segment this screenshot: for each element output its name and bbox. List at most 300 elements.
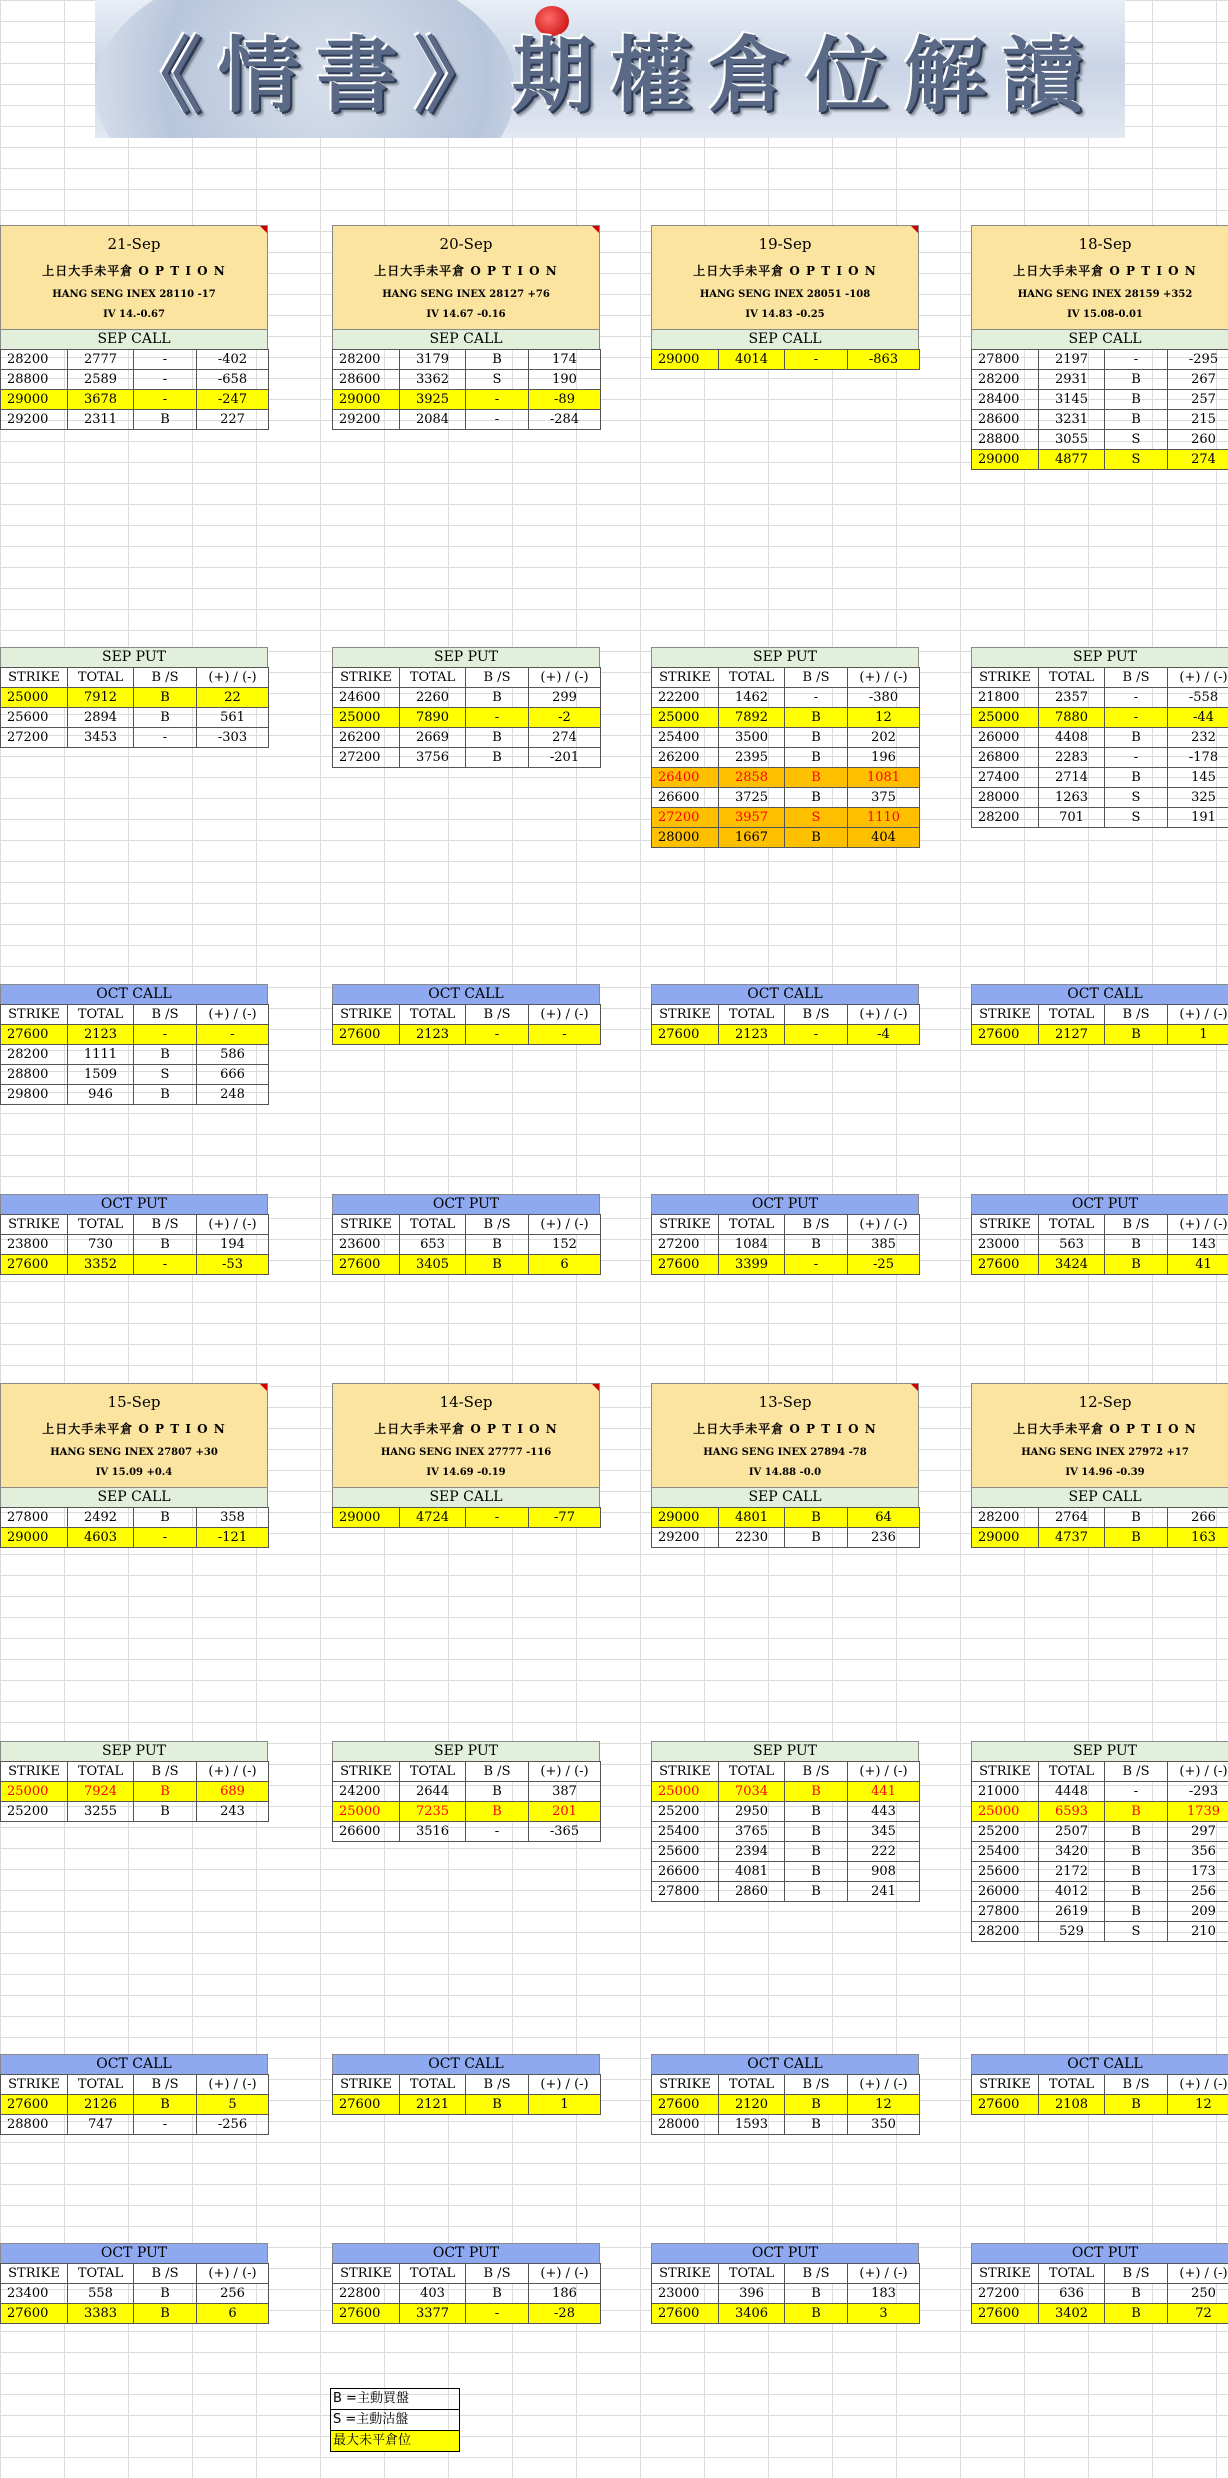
strike-cell: 27200 [333, 748, 400, 768]
total-cell: 2084 [400, 410, 466, 430]
change-cell: 266 [1168, 1508, 1228, 1528]
column-header: (+) / (-) [197, 1005, 269, 1025]
total-cell: 4014 [719, 350, 785, 370]
table-row [972, 1508, 1228, 1528]
total-cell: 7924 [68, 1782, 134, 1802]
bs-cell: - [134, 370, 197, 390]
bs-cell: B [134, 2304, 197, 2324]
bs-cell: B [785, 1862, 848, 1882]
change-cell: 190 [529, 370, 601, 390]
table-row [972, 2284, 1228, 2304]
strike-cell: 28400 [972, 390, 1039, 410]
table-row [333, 748, 601, 768]
column-header: TOTAL [68, 668, 134, 688]
total-cell: 2395 [719, 748, 785, 768]
column-header: STRIKE [1, 2075, 68, 2095]
bs-cell: B [785, 1822, 848, 1842]
column-header: (+) / (-) [1168, 1762, 1228, 1782]
total-cell: 3678 [68, 390, 134, 410]
strike-cell: 25200 [972, 1822, 1039, 1842]
bs-cell: - [785, 1025, 848, 1045]
column-header: TOTAL [68, 2075, 134, 2095]
strike-cell: 29800 [1, 1085, 68, 1105]
bs-cell: - [785, 688, 848, 708]
total-cell: 3765 [719, 1822, 785, 1842]
column-header: (+) / (-) [197, 2075, 269, 2095]
column-header: STRIKE [972, 1005, 1039, 1025]
bs-cell: - [466, 1508, 529, 1528]
total-cell: 4012 [1039, 1882, 1105, 1902]
sep-call-table [971, 1507, 1228, 1548]
table-row [652, 1528, 920, 1548]
total-cell: 3406 [719, 2304, 785, 2324]
column-header: TOTAL [719, 2264, 785, 2284]
table-row [972, 788, 1228, 808]
column-header: STRIKE [333, 1005, 400, 1025]
bs-cell: B [134, 1045, 197, 1065]
table-row [652, 1882, 920, 1902]
column-header: STRIKE [652, 1005, 719, 1025]
bs-cell: B [1105, 410, 1168, 430]
total-cell: 2283 [1039, 748, 1105, 768]
change-cell: -380 [848, 688, 920, 708]
bs-cell: - [466, 1025, 529, 1045]
total-cell: 563 [1039, 1235, 1105, 1255]
total-cell: 2230 [719, 1528, 785, 1548]
total-cell: 2123 [719, 1025, 785, 1045]
change-cell: 250 [1168, 2284, 1228, 2304]
table-row [652, 1822, 920, 1842]
column-header: (+) / (-) [197, 1215, 269, 1235]
column-header: B /S [1105, 1215, 1168, 1235]
bs-cell: S [1105, 1922, 1168, 1942]
total-cell: 3516 [400, 1822, 466, 1842]
bs-cell: B [785, 708, 848, 728]
oct-call-title: OCT CALL [971, 984, 1228, 1004]
change-cell: 1 [529, 2095, 601, 2115]
total-cell: 2123 [68, 1025, 134, 1045]
total-cell: 653 [400, 1235, 466, 1255]
strike-cell: 27600 [972, 2095, 1039, 2115]
table-row [333, 370, 601, 390]
total-cell: 2260 [400, 688, 466, 708]
strike-cell: 22800 [333, 2284, 400, 2304]
change-cell: 210 [1168, 1922, 1228, 1942]
total-cell: 3925 [400, 390, 466, 410]
table-row [652, 828, 920, 848]
column-header: STRIKE [652, 2075, 719, 2095]
table-row [333, 390, 601, 410]
total-cell: 2121 [400, 2095, 466, 2115]
bs-cell: B [785, 1508, 848, 1528]
day-block [651, 225, 919, 370]
bs-cell: - [134, 350, 197, 370]
total-cell: 3231 [1039, 410, 1105, 430]
strike-cell: 25200 [652, 1802, 719, 1822]
table-row [333, 1235, 601, 1255]
table-row [333, 1802, 601, 1822]
table-row [652, 1782, 920, 1802]
oct-put-title: OCT PUT [651, 2243, 919, 2263]
table-row [652, 728, 920, 748]
table-row [652, 350, 920, 370]
option-label: 上日大手未平倉 O P T I O N [1013, 1422, 1197, 1437]
option-label: 上日大手未平倉 O P T I O N [42, 1422, 226, 1437]
strike-cell: 27600 [333, 1025, 400, 1045]
oct-put-table [651, 2263, 920, 2324]
column-header: TOTAL [1039, 2075, 1105, 2095]
column-header: (+) / (-) [1168, 2264, 1228, 2284]
table-row [972, 410, 1228, 430]
strike-cell: 27600 [333, 1255, 400, 1275]
bs-cell: B [785, 748, 848, 768]
table-row [972, 808, 1228, 828]
bs-cell: B [466, 1255, 529, 1275]
strike-cell: 29000 [1, 390, 68, 410]
day-header [332, 1383, 600, 1488]
column-header: B /S [466, 668, 529, 688]
change-cell: 5 [197, 2095, 269, 2115]
change-cell: 12 [848, 708, 920, 728]
change-cell: -658 [197, 370, 269, 390]
sep-put-title: SEP PUT [332, 1741, 600, 1761]
table-row [972, 1235, 1228, 1255]
total-cell: 2714 [1039, 768, 1105, 788]
table-row [652, 1255, 920, 1275]
table-row [1, 1255, 269, 1275]
strike-cell: 28000 [652, 2115, 719, 2135]
column-header: (+) / (-) [197, 2264, 269, 2284]
table-row [652, 1025, 920, 1045]
bs-cell: - [1105, 1782, 1168, 1802]
change-cell: 666 [197, 1065, 269, 1085]
total-cell: 4408 [1039, 728, 1105, 748]
strike-cell: 26000 [972, 728, 1039, 748]
table-row [972, 1842, 1228, 1862]
total-cell: 636 [1039, 2284, 1105, 2304]
table-row [972, 390, 1228, 410]
total-cell: 3362 [400, 370, 466, 390]
bs-cell: - [134, 728, 197, 748]
strike-cell: 27600 [652, 2304, 719, 2324]
oct-put-title: OCT PUT [971, 2243, 1228, 2263]
bs-cell: B [785, 1782, 848, 1802]
column-header: (+) / (-) [848, 668, 920, 688]
column-header-row [652, 1762, 920, 1782]
column-header: (+) / (-) [848, 2075, 920, 2095]
change-cell: 12 [848, 2095, 920, 2115]
total-cell: 4877 [1039, 450, 1105, 470]
bs-cell: B [1105, 2284, 1168, 2304]
oct-put-table [971, 1214, 1228, 1275]
sep-call-title: SEP CALL [0, 1488, 268, 1507]
total-cell: 1593 [719, 2115, 785, 2135]
change-cell: 257 [1168, 390, 1228, 410]
change-cell: 1 [1168, 1025, 1228, 1045]
sep-put-table [651, 1761, 920, 1902]
strike-cell: 23400 [1, 2284, 68, 2304]
column-header-row [1, 2075, 269, 2095]
column-header: STRIKE [972, 1762, 1039, 1782]
option-label: 上日大手未平倉 O P T I O N [42, 264, 226, 279]
total-cell: 946 [68, 1085, 134, 1105]
table-row [972, 1882, 1228, 1902]
column-header: (+) / (-) [197, 1762, 269, 1782]
column-header: (+) / (-) [197, 668, 269, 688]
table-row [1, 2115, 269, 2135]
strike-cell: 25000 [652, 1782, 719, 1802]
column-header: TOTAL [68, 1762, 134, 1782]
table-row [972, 1528, 1228, 1548]
total-cell: 2777 [68, 350, 134, 370]
total-cell: 2120 [719, 2095, 785, 2115]
strike-cell: 26600 [333, 1822, 400, 1842]
column-header: (+) / (-) [529, 2264, 601, 2284]
bs-cell: - [134, 2115, 197, 2135]
column-header-row [652, 668, 920, 688]
oct-put-block [0, 1194, 268, 1275]
column-header: STRIKE [972, 2075, 1039, 2095]
oct-call-table [332, 1004, 601, 1045]
total-cell: 4801 [719, 1508, 785, 1528]
change-cell: -28 [529, 2304, 601, 2324]
column-header: STRIKE [1, 1005, 68, 1025]
total-cell: 7235 [400, 1802, 466, 1822]
total-cell: 3424 [1039, 1255, 1105, 1275]
table-row [652, 2115, 920, 2135]
strike-cell: 26600 [652, 788, 719, 808]
bs-cell: B [466, 748, 529, 768]
option-label: 上日大手未平倉 O P T I O N [374, 1422, 558, 1437]
day-header [651, 1383, 919, 1488]
oct-put-block [332, 1194, 600, 1275]
total-cell: 4081 [719, 1862, 785, 1882]
table-row [972, 2095, 1228, 2115]
total-cell: 2394 [719, 1842, 785, 1862]
date-label: 12-Sep [1078, 1393, 1132, 1412]
total-cell: 701 [1039, 808, 1105, 828]
sep-put-block [0, 1741, 268, 1822]
strike-cell: 27600 [1, 2095, 68, 2115]
bs-cell: B [785, 1235, 848, 1255]
oct-put-table [332, 1214, 601, 1275]
change-cell: -89 [529, 390, 601, 410]
oct-call-title: OCT CALL [0, 984, 268, 1004]
oct-put-title: OCT PUT [0, 2243, 268, 2263]
bs-cell: - [1105, 350, 1168, 370]
bs-cell: - [134, 1025, 197, 1045]
column-header-row [972, 668, 1228, 688]
strike-cell: 25000 [1, 1782, 68, 1802]
change-cell: 908 [848, 1862, 920, 1882]
bs-cell: B [785, 768, 848, 788]
change-cell: 173 [1168, 1862, 1228, 1882]
table-row [972, 708, 1228, 728]
legend-buy: B =主動買盤 [331, 2389, 459, 2410]
column-header-row [972, 1215, 1228, 1235]
column-header: TOTAL [1039, 2264, 1105, 2284]
total-cell: 529 [1039, 1922, 1105, 1942]
strike-cell: 27600 [1, 1255, 68, 1275]
change-cell: -25 [848, 1255, 920, 1275]
bs-cell: B [134, 708, 197, 728]
strike-cell: 28200 [333, 350, 400, 370]
column-header-row [972, 2264, 1228, 2284]
total-cell: 2172 [1039, 1862, 1105, 1882]
change-cell: -303 [197, 728, 269, 748]
total-cell: 2669 [400, 728, 466, 748]
table-row [652, 2284, 920, 2304]
table-row [972, 1782, 1228, 1802]
iv-label: IV 15.08-0.01 [1067, 308, 1143, 320]
sep-call-table [332, 349, 601, 430]
column-header: TOTAL [400, 668, 466, 688]
strike-cell: 27600 [652, 1255, 719, 1275]
sep-put-block [332, 1741, 600, 1842]
column-header: STRIKE [333, 668, 400, 688]
column-header: B /S [466, 1762, 529, 1782]
bs-cell: B [466, 728, 529, 748]
bs-cell: B [134, 1235, 197, 1255]
oct-call-title: OCT CALL [332, 984, 600, 1004]
table-row [1, 1508, 269, 1528]
total-cell: 2507 [1039, 1822, 1105, 1842]
day-block [971, 1383, 1228, 1548]
total-cell: 1111 [68, 1045, 134, 1065]
change-cell: 345 [848, 1822, 920, 1842]
change-cell: -284 [529, 410, 601, 430]
total-cell: 7912 [68, 688, 134, 708]
sep-put-block [971, 647, 1228, 828]
bs-cell: B [466, 688, 529, 708]
strike-cell: 29200 [652, 1528, 719, 1548]
sep-call-title: SEP CALL [332, 1488, 600, 1507]
column-header: STRIKE [1, 668, 68, 688]
table-row [972, 688, 1228, 708]
date-label: 19-Sep [758, 235, 812, 254]
oct-call-title: OCT CALL [651, 2054, 919, 2074]
day-header [651, 225, 919, 330]
strike-cell: 23600 [333, 1235, 400, 1255]
change-cell: 375 [848, 788, 920, 808]
change-cell: 385 [848, 1235, 920, 1255]
table-row [333, 708, 601, 728]
total-cell: 3255 [68, 1802, 134, 1822]
change-cell: 256 [197, 2284, 269, 2304]
total-cell: 3756 [400, 748, 466, 768]
change-cell: 72 [1168, 2304, 1228, 2324]
change-cell: 202 [848, 728, 920, 748]
column-header-row [1, 1762, 269, 1782]
table-row [1, 1782, 269, 1802]
sep-call-title: SEP CALL [0, 330, 268, 349]
oct-call-title: OCT CALL [651, 984, 919, 1004]
strike-cell: 28200 [972, 1922, 1039, 1942]
table-row [652, 1235, 920, 1255]
column-header-row [333, 668, 601, 688]
column-header: B /S [134, 2264, 197, 2284]
sep-put-table [332, 1761, 601, 1842]
bs-cell: B [1105, 2304, 1168, 2324]
iv-label: IV 14.69 -0.19 [426, 1466, 506, 1478]
column-header: B /S [1105, 2075, 1168, 2095]
strike-cell: 25600 [1, 708, 68, 728]
column-header: STRIKE [1, 1762, 68, 1782]
column-header-row [652, 1005, 920, 1025]
column-header: TOTAL [68, 2264, 134, 2284]
change-cell: -863 [848, 350, 920, 370]
oct-put-table [0, 1214, 269, 1275]
column-header: B /S [466, 2075, 529, 2095]
strike-cell: 27600 [1, 2304, 68, 2324]
sep-put-block [651, 647, 919, 848]
column-header: B /S [785, 668, 848, 688]
strike-cell: 28200 [972, 1508, 1039, 1528]
date-label: 21-Sep [107, 235, 161, 254]
strike-cell: 26200 [333, 728, 400, 748]
column-header-row [333, 2075, 601, 2095]
change-cell: -2 [529, 708, 601, 728]
hang-seng-index: HANG SENG INEX 27972 +17 [1021, 1446, 1189, 1458]
bs-cell: S [785, 808, 848, 828]
oct-put-block [651, 1194, 919, 1275]
column-header: (+) / (-) [529, 668, 601, 688]
bs-cell: - [1105, 748, 1168, 768]
total-cell: 2619 [1039, 1902, 1105, 1922]
date-label: 13-Sep [758, 1393, 812, 1412]
hang-seng-index: HANG SENG INEX 27807 +30 [50, 1446, 218, 1458]
change-cell: -558 [1168, 688, 1228, 708]
change-cell: 12 [1168, 2095, 1228, 2115]
bs-cell: B [1105, 768, 1168, 788]
change-cell: 1739 [1168, 1802, 1228, 1822]
table-row [972, 1902, 1228, 1922]
sep-put-title: SEP PUT [651, 647, 919, 667]
table-row [333, 1508, 601, 1528]
column-header: TOTAL [719, 1005, 785, 1025]
sep-put-title: SEP PUT [0, 647, 268, 667]
table-row [1, 1528, 269, 1548]
strike-cell: 28800 [972, 430, 1039, 450]
bs-cell: S [1105, 808, 1168, 828]
legend-sell: S =主動沽盤 [331, 2410, 459, 2431]
table-row [652, 1842, 920, 1862]
oct-put-title: OCT PUT [651, 1194, 919, 1214]
strike-cell: 28000 [652, 828, 719, 848]
strike-cell: 28000 [972, 788, 1039, 808]
total-cell: 2950 [719, 1802, 785, 1822]
table-row [1, 2095, 269, 2115]
strike-cell: 25200 [1, 1802, 68, 1822]
comment-marker-icon [592, 1384, 599, 1391]
column-header: B /S [134, 668, 197, 688]
table-row [333, 1822, 601, 1842]
table-row [652, 1508, 920, 1528]
change-cell: 297 [1168, 1822, 1228, 1842]
bs-cell: S [1105, 450, 1168, 470]
column-header: B /S [134, 1005, 197, 1025]
table-row [972, 350, 1228, 370]
column-header: (+) / (-) [1168, 1215, 1228, 1235]
strike-cell: 28200 [1, 350, 68, 370]
strike-cell: 25400 [652, 1822, 719, 1842]
column-header: B /S [785, 2264, 848, 2284]
day-block [0, 1383, 268, 1548]
column-header: TOTAL [68, 1215, 134, 1235]
table-row [652, 1862, 920, 1882]
column-header: STRIKE [652, 1215, 719, 1235]
change-cell: -293 [1168, 1782, 1228, 1802]
